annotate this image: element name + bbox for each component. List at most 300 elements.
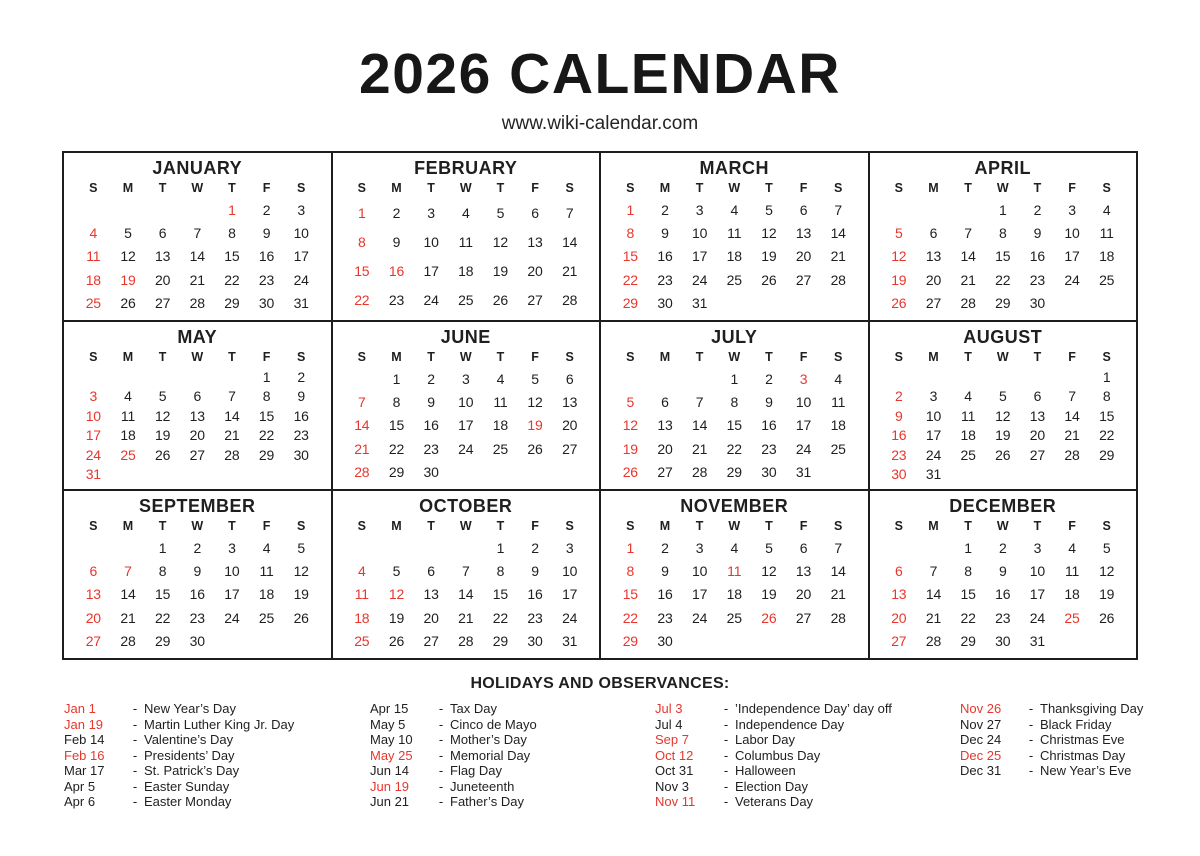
week-row: [76, 540, 319, 556]
weekday-label: W: [728, 350, 741, 364]
date-cell: 22: [622, 609, 638, 626]
date-cell: 1: [392, 370, 401, 387]
date-cell: 13: [189, 407, 205, 424]
holiday-date: May 10: [370, 732, 413, 747]
weekday-label: S: [833, 519, 843, 533]
date-cell: 14: [562, 233, 578, 250]
date-cell: 21: [120, 609, 136, 626]
date-cell: 4: [496, 370, 505, 387]
month-dates: [882, 198, 1125, 315]
date-cell: 5: [496, 204, 505, 221]
date-cell: 14: [354, 417, 370, 434]
date-cell: 10: [795, 394, 812, 411]
date-cell: 28: [1064, 446, 1080, 463]
date-cell: [1089, 295, 1124, 311]
date-cell: [180, 202, 215, 218]
holiday-date: Apr 6: [64, 794, 96, 809]
date-cell: 18: [354, 609, 370, 626]
date-cell: [249, 633, 284, 649]
date-cell: 29: [388, 464, 405, 481]
date-cell: 12: [995, 407, 1011, 424]
week-row: [345, 540, 588, 556]
date-cell: 26: [761, 271, 777, 288]
week-row: [613, 633, 856, 649]
week-row: [345, 610, 588, 626]
week-row: [345, 292, 588, 308]
month-cell-july: [600, 321, 869, 490]
date-cell: 2: [262, 201, 271, 218]
holiday-entry: [370, 701, 655, 717]
date-cell: 19: [761, 248, 777, 265]
date-cell: 17: [224, 586, 240, 603]
holiday-entry: [64, 779, 370, 795]
date-cell: 15: [354, 263, 370, 280]
date-cell: 14: [925, 586, 942, 603]
holiday-date: May 25: [370, 747, 413, 763]
date-cell: 31: [562, 633, 578, 650]
date-cell: 5: [998, 388, 1007, 405]
weekday-header-row: [345, 180, 588, 197]
weekday-label: S: [357, 519, 366, 533]
date-cell: 8: [392, 394, 401, 411]
holiday-separator: -: [723, 747, 729, 763]
date-cell: 19: [622, 440, 638, 457]
date-cell: 2: [427, 370, 435, 387]
date-cell: 15: [995, 248, 1011, 265]
weekday-header-row: [882, 180, 1125, 197]
weekday-label: F: [1068, 519, 1076, 533]
holiday-name: Veterans Day: [735, 794, 814, 809]
date-cell: 9: [531, 563, 539, 580]
date-cell: [882, 540, 917, 556]
holiday-separator: -: [132, 716, 138, 732]
date-cell: [483, 464, 518, 480]
week-row: [76, 633, 319, 649]
date-cell: 31: [925, 466, 942, 483]
weekday-label: S: [1102, 519, 1111, 533]
date-cell: 5: [531, 370, 539, 387]
date-cell: 7: [565, 204, 574, 221]
week-row: [613, 295, 856, 311]
holiday-name: Black Friday: [1040, 716, 1112, 732]
date-cell: 15: [258, 407, 275, 424]
month-cell-april: [869, 152, 1138, 321]
date-cell: 18: [1064, 586, 1080, 603]
date-cell: 28: [925, 633, 942, 650]
holiday-name: Christmas Eve: [1040, 732, 1125, 747]
holiday-separator: -: [723, 716, 729, 732]
holiday-date: Oct 31: [655, 763, 694, 778]
weekday-label: T: [228, 181, 236, 195]
date-cell: 8: [158, 563, 167, 580]
weekday-label: T: [228, 519, 236, 533]
weekday-label: F: [1068, 181, 1076, 195]
date-cell: 23: [189, 609, 205, 626]
weekday-label: S: [626, 350, 635, 364]
weekday-header-row: [76, 518, 319, 535]
date-cell: 24: [423, 292, 439, 309]
date-cell: 1: [1102, 368, 1111, 385]
holiday-name: Martin Luther King Jr. Day: [144, 716, 295, 732]
date-cell: 21: [224, 427, 240, 444]
weekday-label: F: [262, 181, 271, 195]
date-cell: 4: [1068, 539, 1076, 556]
weekday-header-row: [613, 349, 856, 366]
date-cell: 20: [1029, 427, 1045, 444]
date-cell: 12: [388, 586, 405, 603]
month-dates: [345, 367, 588, 484]
date-cell: 23: [527, 609, 543, 626]
date-cell: 24: [1064, 271, 1080, 288]
weekday-label: S: [89, 350, 98, 364]
date-cell: 18: [960, 427, 976, 444]
date-cell: 12: [155, 407, 171, 424]
weekday-label: S: [1102, 350, 1111, 364]
weekday-label: S: [894, 350, 903, 364]
week-row: [882, 427, 1125, 443]
date-cell: 7: [193, 225, 202, 242]
date-cell: 26: [527, 440, 543, 457]
holiday-separator: -: [438, 747, 444, 763]
date-cell: 13: [85, 586, 101, 603]
date-cell: 9: [297, 388, 305, 405]
holiday-name: Independence Day: [735, 716, 845, 732]
holiday-name: Juneteenth: [450, 778, 515, 794]
date-cell: 8: [964, 563, 972, 580]
holiday-entry: [655, 717, 960, 733]
date-cell: 20: [189, 427, 205, 444]
date-cell: 20: [891, 609, 907, 626]
date-cell: 15: [492, 586, 508, 603]
month-cell-august: [869, 321, 1138, 490]
weekday-label: T: [496, 181, 505, 195]
weekday-label: W: [459, 350, 472, 364]
holiday-date: Nov 27: [960, 716, 1002, 732]
weekday-label: T: [695, 519, 704, 533]
holidays-list: [64, 701, 1200, 810]
date-cell: 26: [995, 446, 1011, 463]
holiday-date: Oct 12: [655, 747, 694, 763]
date-cell: 14: [458, 586, 474, 603]
month-title: AUGUST: [963, 327, 1043, 347]
date-cell: 23: [258, 271, 275, 288]
date-cell: 26: [293, 609, 309, 626]
weekday-label: S: [894, 181, 903, 195]
holiday-name: Halloween: [735, 763, 796, 778]
weekday-label: S: [296, 350, 306, 364]
date-cell: 25: [960, 446, 976, 463]
date-cell: 11: [1064, 563, 1080, 580]
date-cell: 4: [358, 563, 366, 580]
month-dates: [76, 198, 319, 315]
weekday-label: M: [928, 350, 939, 364]
date-cell: 10: [925, 407, 942, 424]
date-cell: 10: [692, 563, 708, 580]
holiday-name: ’Independence Day’ day off: [735, 701, 892, 716]
holiday-separator: -: [1028, 701, 1034, 716]
date-cell: [752, 633, 787, 649]
date-cell: 28: [224, 446, 240, 463]
date-cell: 15: [622, 248, 638, 265]
weekday-label: T: [158, 181, 167, 195]
date-cell: 24: [224, 609, 240, 626]
weekday-label: F: [799, 350, 808, 364]
holiday-date: Apr 5: [64, 778, 96, 794]
weekday-label: T: [964, 350, 972, 364]
date-cell: 21: [1064, 427, 1080, 444]
date-cell: 10: [458, 394, 474, 411]
weekday-label: M: [391, 519, 402, 533]
date-cell: 2: [765, 370, 773, 387]
date-cell: 26: [492, 292, 508, 309]
holiday-date: Jun 19: [370, 778, 410, 794]
date-cell: 13: [795, 225, 812, 242]
date-cell: 3: [799, 370, 808, 387]
week-row: [76, 295, 319, 311]
date-cell: 9: [895, 407, 903, 424]
week-row: [882, 586, 1125, 602]
date-cell: 19: [388, 609, 405, 626]
date-cell: 27: [155, 295, 171, 312]
month-dates: [345, 198, 588, 315]
date-cell: 25: [492, 440, 508, 457]
weekday-label: M: [122, 181, 134, 195]
date-cell: 8: [496, 563, 505, 580]
date-cell: 7: [834, 539, 842, 556]
holiday-separator: -: [438, 763, 444, 778]
date-cell: 27: [1029, 446, 1045, 463]
month-cell-june: [332, 321, 601, 490]
holiday-name: New Year’s Eve: [1040, 763, 1132, 778]
month-title: OCTOBER: [419, 496, 513, 516]
holiday-date: Jun 14: [370, 763, 410, 778]
date-cell: 11: [458, 233, 473, 250]
date-cell: 18: [726, 248, 742, 265]
holiday-name: Cinco de Mayo: [450, 716, 537, 732]
date-cell: [215, 633, 250, 649]
date-cell: 26: [622, 464, 638, 481]
weekday-label: F: [799, 181, 808, 195]
week-row: [76, 248, 319, 264]
date-cell: 31: [1029, 633, 1045, 650]
date-cell: [145, 202, 180, 218]
date-cell: 27: [423, 633, 439, 650]
week-row: [76, 225, 319, 241]
date-cell: 17: [925, 427, 942, 444]
date-cell: 12: [1099, 563, 1115, 580]
date-cell: [111, 466, 146, 482]
holiday-separator: -: [1028, 716, 1034, 732]
weekday-label: S: [894, 519, 903, 533]
date-cell: 30: [995, 633, 1011, 650]
month-title: JULY: [711, 327, 758, 347]
month-title: MAY: [177, 327, 218, 347]
date-cell: 10: [423, 233, 439, 250]
holiday-date: Jun 21: [370, 794, 410, 809]
date-cell: [951, 369, 986, 385]
week-row: [882, 388, 1125, 404]
date-cell: 7: [228, 388, 236, 405]
date-cell: 9: [661, 225, 669, 242]
date-cell: 19: [891, 271, 907, 288]
date-cell: 23: [891, 446, 907, 463]
date-cell: 21: [189, 271, 205, 288]
date-cell: 11: [1099, 225, 1114, 242]
holiday-name: Easter Sunday: [144, 778, 230, 794]
date-cell: 1: [626, 539, 635, 556]
date-cell: 25: [726, 609, 742, 626]
date-cell: 9: [392, 233, 401, 250]
date-cell: [648, 371, 683, 387]
week-row: [76, 466, 319, 482]
date-cell: 29: [622, 633, 638, 650]
weekday-label: M: [122, 519, 134, 533]
date-cell: 3: [427, 204, 435, 221]
weekday-label: T: [964, 181, 972, 195]
date-cell: 24: [85, 446, 101, 463]
week-row: [613, 586, 856, 602]
holiday-name: Valentine’s Day: [144, 732, 234, 747]
date-cell: 26: [388, 633, 405, 650]
date-cell: 17: [692, 248, 708, 265]
date-cell: 3: [89, 388, 98, 405]
date-cell: 3: [461, 370, 470, 387]
holiday-separator: -: [438, 732, 444, 747]
holiday-separator: -: [132, 763, 138, 778]
weekday-label: M: [122, 350, 134, 364]
date-cell: 23: [657, 271, 673, 288]
date-cell: 18: [458, 263, 474, 280]
date-cell: 30: [423, 464, 439, 481]
week-row: [345, 417, 588, 433]
date-cell: 20: [155, 271, 171, 288]
month-title: DECEMBER: [949, 496, 1057, 516]
holiday-name: Memorial Day: [450, 747, 531, 763]
date-cell: 25: [830, 440, 846, 457]
week-row: [76, 272, 319, 288]
date-cell: 13: [1029, 407, 1045, 424]
weekday-label: W: [459, 519, 472, 533]
date-cell: 16: [761, 417, 777, 434]
holiday-entry: [655, 779, 960, 795]
date-cell: 9: [427, 394, 435, 411]
date-cell: 11: [120, 407, 136, 424]
weekday-label: T: [427, 350, 435, 364]
holiday-name: New Year’s Day: [144, 701, 237, 716]
week-row: [882, 466, 1125, 482]
date-cell: 2: [193, 539, 202, 556]
weekday-label: S: [357, 181, 366, 195]
weekday-label: F: [262, 519, 271, 533]
date-cell: 24: [1029, 609, 1045, 626]
holiday-entry: [370, 748, 655, 764]
date-cell: 4: [964, 388, 972, 405]
week-row: [882, 225, 1125, 241]
holiday-date: Jan 19: [64, 716, 104, 732]
date-cell: 3: [1068, 201, 1076, 218]
weekday-label: T: [765, 181, 773, 195]
date-cell: 27: [85, 633, 101, 650]
week-row: [613, 417, 856, 433]
weekday-label: T: [427, 519, 435, 533]
weekday-label: S: [89, 181, 98, 195]
date-cell: 3: [695, 201, 704, 218]
date-cell: 21: [830, 586, 846, 603]
date-cell: 24: [293, 271, 309, 288]
week-row: [613, 394, 856, 410]
weekday-label: M: [659, 181, 671, 195]
date-cell: 24: [692, 609, 708, 626]
date-cell: 11: [86, 248, 101, 265]
date-cell: [1020, 466, 1055, 482]
date-cell: 13: [527, 233, 543, 250]
date-cell: 19: [155, 427, 171, 444]
month-cell-december: [869, 490, 1138, 659]
holiday-name: Thanksgiving Day: [1040, 701, 1144, 716]
date-cell: 30: [189, 633, 205, 650]
weekday-label: M: [391, 181, 402, 195]
date-cell: [111, 202, 146, 218]
holiday-name: Christmas Day: [1040, 747, 1126, 763]
date-cell: 19: [995, 427, 1011, 444]
date-cell: 16: [657, 248, 673, 265]
date-cell: 21: [692, 440, 708, 457]
date-cell: 30: [657, 633, 673, 650]
date-cell: 28: [562, 292, 578, 309]
date-cell: 22: [224, 271, 240, 288]
weekday-label: F: [531, 350, 539, 364]
weekday-label: F: [262, 350, 271, 364]
date-cell: 17: [562, 586, 578, 603]
weekday-label: W: [996, 350, 1009, 364]
holiday-name: Easter Monday: [144, 794, 232, 809]
weekday-label: S: [296, 519, 306, 533]
date-cell: 20: [795, 248, 812, 265]
date-cell: [215, 369, 250, 385]
holiday-date: Nov 3: [655, 778, 689, 794]
date-cell: 7: [461, 563, 470, 580]
month-cell-january: [63, 152, 332, 321]
date-cell: [518, 464, 553, 480]
date-cell: 1: [626, 201, 635, 218]
holiday-entry: [960, 763, 1200, 779]
weekday-label: F: [799, 519, 808, 533]
month-dates: [613, 198, 856, 315]
date-cell: 8: [358, 233, 366, 250]
holiday-separator: -: [1028, 763, 1034, 778]
date-cell: 1: [358, 204, 366, 221]
date-cell: 5: [392, 563, 401, 580]
date-cell: 25: [120, 446, 136, 463]
date-cell: [951, 202, 986, 218]
week-row: [76, 369, 319, 385]
date-cell: 12: [527, 394, 543, 411]
date-cell: 13: [155, 248, 171, 265]
date-cell: 20: [562, 417, 578, 434]
date-cell: 21: [830, 248, 846, 265]
date-cell: 23: [1029, 271, 1045, 288]
date-cell: 29: [492, 633, 508, 650]
holiday-separator: -: [723, 732, 729, 747]
week-row: [882, 563, 1125, 579]
date-cell: 11: [259, 563, 274, 580]
date-cell: 6: [661, 394, 669, 411]
holiday-separator: -: [132, 794, 138, 809]
date-cell: [284, 633, 319, 649]
date-cell: 13: [891, 586, 907, 603]
date-cell: 17: [1029, 586, 1045, 603]
date-cell: 17: [85, 427, 101, 444]
